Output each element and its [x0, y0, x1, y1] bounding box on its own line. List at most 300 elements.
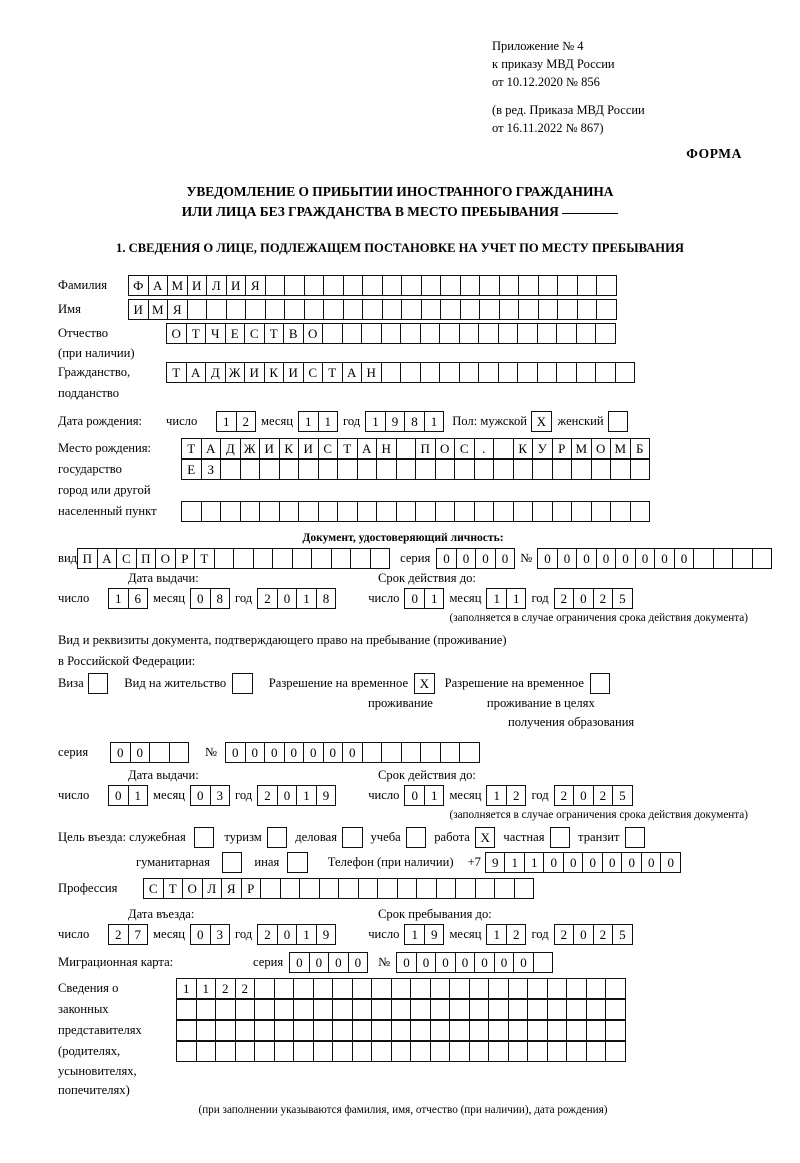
cell[interactable]: 1 — [296, 785, 317, 806]
cell[interactable]: 2 — [108, 924, 129, 945]
cell[interactable]: И — [298, 438, 319, 459]
cell[interactable]: И — [244, 362, 265, 383]
cell[interactable] — [350, 548, 371, 569]
cell[interactable] — [460, 275, 481, 296]
cell[interactable]: 0 — [277, 588, 298, 609]
cell[interactable]: М — [571, 438, 592, 459]
cell[interactable] — [254, 999, 275, 1020]
cell[interactable] — [547, 999, 568, 1020]
cell[interactable] — [274, 1041, 295, 1062]
cell[interactable] — [311, 548, 332, 569]
cell[interactable] — [391, 978, 412, 999]
cell[interactable] — [259, 459, 280, 480]
cell[interactable] — [187, 299, 208, 320]
residence-permit-checkbox[interactable] — [232, 673, 253, 694]
cell[interactable]: 0 — [416, 952, 437, 973]
cell[interactable]: А — [201, 438, 222, 459]
cell[interactable] — [313, 978, 334, 999]
purpose-private-checkbox[interactable] — [550, 827, 571, 848]
cell[interactable]: 2 — [554, 588, 575, 609]
cell[interactable]: 9 — [424, 924, 445, 945]
cell[interactable] — [527, 999, 548, 1020]
cell[interactable] — [235, 999, 256, 1020]
cell[interactable] — [400, 362, 421, 383]
cell[interactable] — [362, 742, 383, 763]
cell[interactable] — [576, 362, 597, 383]
stay-number-input[interactable] — [225, 742, 480, 763]
cell[interactable]: И — [128, 299, 149, 320]
cell[interactable] — [605, 999, 626, 1020]
cell[interactable] — [532, 501, 553, 522]
cell[interactable]: 0 — [348, 952, 369, 973]
cell[interactable]: 0 — [342, 742, 363, 763]
cell[interactable] — [577, 299, 598, 320]
cell[interactable] — [396, 459, 417, 480]
cell[interactable] — [420, 362, 441, 383]
cell[interactable] — [475, 878, 496, 899]
cell[interactable]: 2 — [215, 978, 236, 999]
cell[interactable]: 0 — [264, 742, 285, 763]
cell[interactable] — [382, 299, 403, 320]
cell[interactable]: 2 — [506, 924, 527, 945]
entry-day-input[interactable] — [108, 924, 148, 945]
cell[interactable]: 9 — [385, 411, 406, 432]
cell[interactable]: 0 — [615, 548, 636, 569]
cell[interactable]: Т — [264, 323, 285, 344]
cell[interactable] — [181, 501, 202, 522]
cell[interactable] — [610, 501, 631, 522]
cell[interactable] — [513, 501, 534, 522]
cell[interactable]: И — [283, 362, 304, 383]
cell[interactable] — [586, 978, 607, 999]
cell[interactable]: 0 — [582, 852, 603, 873]
cell[interactable] — [537, 323, 558, 344]
cell[interactable] — [371, 978, 392, 999]
cell[interactable] — [376, 459, 397, 480]
cell[interactable]: Д — [205, 362, 226, 383]
cell[interactable]: 0 — [654, 548, 675, 569]
cell[interactable]: 1 — [486, 785, 507, 806]
cell[interactable] — [298, 501, 319, 522]
cell[interactable] — [240, 501, 261, 522]
cell[interactable] — [537, 362, 558, 383]
cell[interactable] — [591, 459, 612, 480]
cell[interactable]: 0 — [576, 548, 597, 569]
cell[interactable] — [547, 1020, 568, 1041]
cell[interactable]: Р — [241, 878, 262, 899]
cell[interactable]: 2 — [593, 924, 614, 945]
cell[interactable] — [357, 501, 378, 522]
cell[interactable]: Н — [376, 438, 397, 459]
cell[interactable] — [323, 275, 344, 296]
cell[interactable]: 0 — [289, 952, 310, 973]
cell[interactable] — [508, 999, 529, 1020]
cell[interactable] — [215, 1020, 236, 1041]
cell[interactable]: 5 — [612, 588, 633, 609]
cell[interactable] — [254, 1041, 275, 1062]
cell[interactable] — [176, 1041, 197, 1062]
cell[interactable] — [538, 275, 559, 296]
cell[interactable] — [265, 275, 286, 296]
cell[interactable] — [401, 742, 422, 763]
cell[interactable] — [313, 1020, 334, 1041]
cell[interactable] — [430, 1020, 451, 1041]
cell[interactable] — [469, 999, 490, 1020]
cell[interactable]: 1 — [404, 924, 425, 945]
cell[interactable]: О — [591, 438, 612, 459]
cell[interactable]: 1 — [298, 411, 319, 432]
cell[interactable] — [571, 501, 592, 522]
cell[interactable] — [215, 1041, 236, 1062]
cell[interactable]: 0 — [190, 588, 211, 609]
cell[interactable]: М — [167, 275, 188, 296]
cell[interactable]: С — [303, 362, 324, 383]
cell[interactable] — [591, 501, 612, 522]
cell[interactable] — [293, 999, 314, 1020]
cell[interactable]: К — [513, 438, 534, 459]
legal-rep-input-row4[interactable] — [176, 1041, 626, 1062]
cell[interactable] — [401, 275, 422, 296]
cell[interactable] — [478, 323, 499, 344]
cell[interactable]: 0 — [190, 924, 211, 945]
cell[interactable] — [304, 275, 325, 296]
cell[interactable] — [233, 548, 254, 569]
cell[interactable] — [298, 459, 319, 480]
cell[interactable]: 0 — [303, 742, 324, 763]
cell[interactable]: 1 — [365, 411, 386, 432]
cell[interactable] — [469, 1041, 490, 1062]
stay-valid-month-input[interactable] — [486, 785, 526, 806]
cell[interactable] — [391, 1020, 412, 1041]
cell[interactable]: А — [357, 438, 378, 459]
birth-place-input-row3[interactable] — [181, 501, 650, 522]
cell[interactable] — [214, 548, 235, 569]
cell[interactable] — [449, 1041, 470, 1062]
cell[interactable] — [352, 1041, 373, 1062]
cell[interactable] — [332, 999, 353, 1020]
cell[interactable]: 1 — [176, 978, 197, 999]
cell[interactable]: И — [187, 275, 208, 296]
cell[interactable]: Р — [552, 438, 573, 459]
cell[interactable] — [220, 501, 241, 522]
cell[interactable] — [410, 978, 431, 999]
cell[interactable] — [430, 999, 451, 1020]
cell[interactable] — [595, 323, 616, 344]
cell[interactable] — [494, 878, 515, 899]
cell[interactable]: 8 — [404, 411, 425, 432]
cell[interactable] — [605, 1041, 626, 1062]
cell[interactable] — [488, 1020, 509, 1041]
cell[interactable]: 3 — [210, 924, 231, 945]
stay-valid-day-input[interactable] — [404, 785, 444, 806]
cell[interactable] — [435, 501, 456, 522]
cell[interactable] — [493, 501, 514, 522]
cell[interactable]: У — [532, 438, 553, 459]
cell[interactable] — [630, 501, 651, 522]
stay-issue-year-input[interactable] — [257, 785, 336, 806]
cell[interactable]: 9 — [485, 852, 506, 873]
cell[interactable] — [449, 999, 470, 1020]
cell[interactable]: Ж — [225, 362, 246, 383]
cell[interactable] — [176, 999, 197, 1020]
cell[interactable]: 0 — [543, 852, 564, 873]
cell[interactable] — [752, 548, 773, 569]
cell[interactable] — [332, 1041, 353, 1062]
cell[interactable] — [518, 275, 539, 296]
cell[interactable] — [196, 1020, 217, 1041]
cell[interactable] — [274, 1020, 295, 1041]
cell[interactable]: 1 — [296, 924, 317, 945]
cell[interactable] — [371, 1020, 392, 1041]
cell[interactable]: 1 — [128, 785, 149, 806]
cell[interactable]: 2 — [257, 924, 278, 945]
cell[interactable]: Б — [630, 438, 651, 459]
cell[interactable]: 9 — [316, 785, 337, 806]
cell[interactable]: 2 — [593, 785, 614, 806]
cell[interactable] — [352, 978, 373, 999]
cell[interactable]: Е — [225, 323, 246, 344]
cell[interactable] — [292, 548, 313, 569]
cell[interactable]: 0 — [573, 588, 594, 609]
cell[interactable]: О — [166, 323, 187, 344]
cell[interactable]: С — [244, 323, 265, 344]
cell[interactable]: 1 — [424, 411, 445, 432]
cell[interactable] — [449, 978, 470, 999]
cell[interactable] — [508, 1041, 529, 1062]
cell[interactable]: 2 — [554, 785, 575, 806]
cell[interactable] — [259, 501, 280, 522]
cell[interactable] — [499, 275, 520, 296]
temp-residence-checkbox[interactable]: Х — [414, 673, 435, 694]
stay-issue-month-input[interactable] — [190, 785, 230, 806]
cell[interactable] — [469, 978, 490, 999]
cell[interactable] — [371, 1041, 392, 1062]
cell[interactable]: 2 — [235, 978, 256, 999]
cell[interactable] — [508, 978, 529, 999]
stay-series-input[interactable] — [110, 742, 189, 763]
cell[interactable] — [459, 323, 480, 344]
cell[interactable]: 2 — [554, 924, 575, 945]
cell[interactable]: 0 — [537, 548, 558, 569]
cell[interactable]: 1 — [196, 978, 217, 999]
purpose-work-checkbox[interactable]: Х — [475, 827, 496, 848]
cell[interactable]: 1 — [216, 411, 237, 432]
cell[interactable] — [436, 878, 457, 899]
cell[interactable] — [547, 978, 568, 999]
cell[interactable]: 2 — [593, 588, 614, 609]
doc-series-input[interactable] — [436, 548, 515, 569]
cell[interactable] — [254, 1020, 275, 1041]
cell[interactable]: 0 — [641, 852, 662, 873]
cell[interactable] — [605, 1020, 626, 1041]
cell[interactable]: Т — [166, 362, 187, 383]
cell[interactable] — [318, 501, 339, 522]
stay-valid-year-input[interactable] — [554, 785, 633, 806]
cell[interactable] — [615, 362, 636, 383]
cell[interactable]: 1 — [524, 852, 545, 873]
cell[interactable] — [274, 978, 295, 999]
cell[interactable] — [557, 299, 578, 320]
cell[interactable]: З — [201, 459, 222, 480]
cell[interactable] — [596, 299, 617, 320]
cell[interactable] — [245, 299, 266, 320]
cell[interactable] — [533, 952, 554, 973]
sex-male-checkbox[interactable]: Х — [531, 411, 552, 432]
cell[interactable] — [149, 742, 170, 763]
cell[interactable]: 8 — [210, 588, 231, 609]
cell[interactable] — [274, 999, 295, 1020]
cell[interactable] — [272, 548, 293, 569]
cell[interactable]: 0 — [455, 952, 476, 973]
cell[interactable] — [352, 1020, 373, 1041]
cell[interactable] — [517, 323, 538, 344]
cell[interactable]: Т — [163, 878, 184, 899]
cell[interactable]: О — [182, 878, 203, 899]
cell[interactable]: Ж — [240, 438, 261, 459]
cell[interactable] — [362, 275, 383, 296]
cell[interactable] — [371, 999, 392, 1020]
cell[interactable]: 0 — [635, 548, 656, 569]
cell[interactable]: 1 — [486, 588, 507, 609]
cell[interactable]: 5 — [612, 924, 633, 945]
cell[interactable] — [377, 878, 398, 899]
purpose-business-checkbox[interactable] — [342, 827, 363, 848]
legal-rep-input-row2[interactable] — [176, 999, 626, 1020]
cell[interactable] — [410, 1041, 431, 1062]
migration-number-input[interactable] — [396, 952, 553, 973]
cell[interactable] — [474, 501, 495, 522]
cell[interactable] — [322, 323, 343, 344]
cell[interactable] — [488, 978, 509, 999]
cell[interactable]: 1 — [108, 588, 129, 609]
cell[interactable] — [279, 501, 300, 522]
cell[interactable]: 1 — [424, 785, 445, 806]
entry-year-input[interactable] — [257, 924, 336, 945]
cell[interactable]: К — [279, 438, 300, 459]
cell[interactable]: П — [415, 438, 436, 459]
cell[interactable] — [361, 323, 382, 344]
cell[interactable]: 0 — [130, 742, 151, 763]
cell[interactable] — [169, 742, 190, 763]
cell[interactable]: Н — [361, 362, 382, 383]
cell[interactable] — [518, 299, 539, 320]
name-input[interactable] — [128, 299, 617, 320]
cell[interactable] — [732, 548, 753, 569]
cell[interactable]: 0 — [494, 952, 515, 973]
cell[interactable] — [235, 1041, 256, 1062]
cell[interactable]: С — [116, 548, 137, 569]
cell[interactable] — [596, 275, 617, 296]
profession-input[interactable] — [143, 878, 534, 899]
cell[interactable] — [206, 299, 227, 320]
cell[interactable]: . — [474, 438, 495, 459]
cell[interactable]: Е — [181, 459, 202, 480]
cell[interactable] — [532, 459, 553, 480]
stay-until-day-input[interactable] — [404, 924, 444, 945]
cell[interactable] — [479, 275, 500, 296]
cell[interactable] — [517, 362, 538, 383]
cell[interactable]: 0 — [456, 548, 477, 569]
cell[interactable] — [488, 999, 509, 1020]
cell[interactable] — [713, 548, 734, 569]
cell[interactable]: 9 — [316, 924, 337, 945]
cell[interactable] — [352, 999, 373, 1020]
purpose-transit-checkbox[interactable] — [625, 827, 646, 848]
cell[interactable]: 2 — [257, 785, 278, 806]
stay-issue-day-input[interactable] — [108, 785, 148, 806]
cell[interactable]: С — [454, 438, 475, 459]
cell[interactable] — [430, 1041, 451, 1062]
cell[interactable]: 0 — [557, 548, 578, 569]
cell[interactable] — [319, 878, 340, 899]
cell[interactable]: 2 — [257, 588, 278, 609]
cell[interactable] — [508, 1020, 529, 1041]
cell[interactable] — [514, 878, 535, 899]
cell[interactable]: Т — [186, 323, 207, 344]
cell[interactable] — [479, 299, 500, 320]
cell[interactable] — [279, 459, 300, 480]
cell[interactable]: 0 — [190, 785, 211, 806]
cell[interactable] — [293, 978, 314, 999]
cell[interactable]: А — [148, 275, 169, 296]
edu-residence-checkbox[interactable] — [590, 673, 611, 694]
valid-year-input[interactable] — [554, 588, 633, 609]
cell[interactable] — [566, 999, 587, 1020]
cell[interactable] — [454, 501, 475, 522]
cell[interactable] — [439, 362, 460, 383]
cell[interactable] — [381, 323, 402, 344]
cell[interactable]: 0 — [277, 785, 298, 806]
cell[interactable] — [527, 978, 548, 999]
cell[interactable] — [566, 1020, 587, 1041]
cell[interactable] — [410, 999, 431, 1020]
cell[interactable]: 2 — [506, 785, 527, 806]
cell[interactable] — [338, 878, 359, 899]
phone-input[interactable] — [485, 852, 681, 873]
cell[interactable] — [430, 978, 451, 999]
cell[interactable] — [401, 299, 422, 320]
cell[interactable]: 1 — [318, 411, 339, 432]
cell[interactable]: 0 — [110, 742, 131, 763]
cell[interactable]: О — [303, 323, 324, 344]
cell[interactable] — [235, 1020, 256, 1041]
cell[interactable]: 0 — [309, 952, 330, 973]
legal-rep-input-row3[interactable] — [176, 1020, 626, 1041]
cell[interactable] — [381, 742, 402, 763]
stay-until-month-input[interactable] — [486, 924, 526, 945]
cell[interactable]: 0 — [404, 785, 425, 806]
cell[interactable] — [449, 1020, 470, 1041]
cell[interactable]: П — [77, 548, 98, 569]
cell[interactable]: Я — [221, 878, 242, 899]
cell[interactable] — [552, 459, 573, 480]
cell[interactable]: И — [226, 275, 247, 296]
birth-place-input-row1[interactable] — [181, 438, 650, 459]
cell[interactable] — [265, 299, 286, 320]
cell[interactable] — [586, 1041, 607, 1062]
cell[interactable]: 0 — [108, 785, 129, 806]
cell[interactable] — [396, 501, 417, 522]
cell[interactable]: 1 — [504, 852, 525, 873]
cell[interactable] — [576, 323, 597, 344]
cell[interactable]: А — [97, 548, 118, 569]
cell[interactable] — [420, 742, 441, 763]
cell[interactable]: 1 — [424, 588, 445, 609]
cell[interactable]: Т — [337, 438, 358, 459]
surname-input[interactable] — [128, 275, 617, 296]
cell[interactable] — [547, 1041, 568, 1062]
cell[interactable] — [337, 501, 358, 522]
